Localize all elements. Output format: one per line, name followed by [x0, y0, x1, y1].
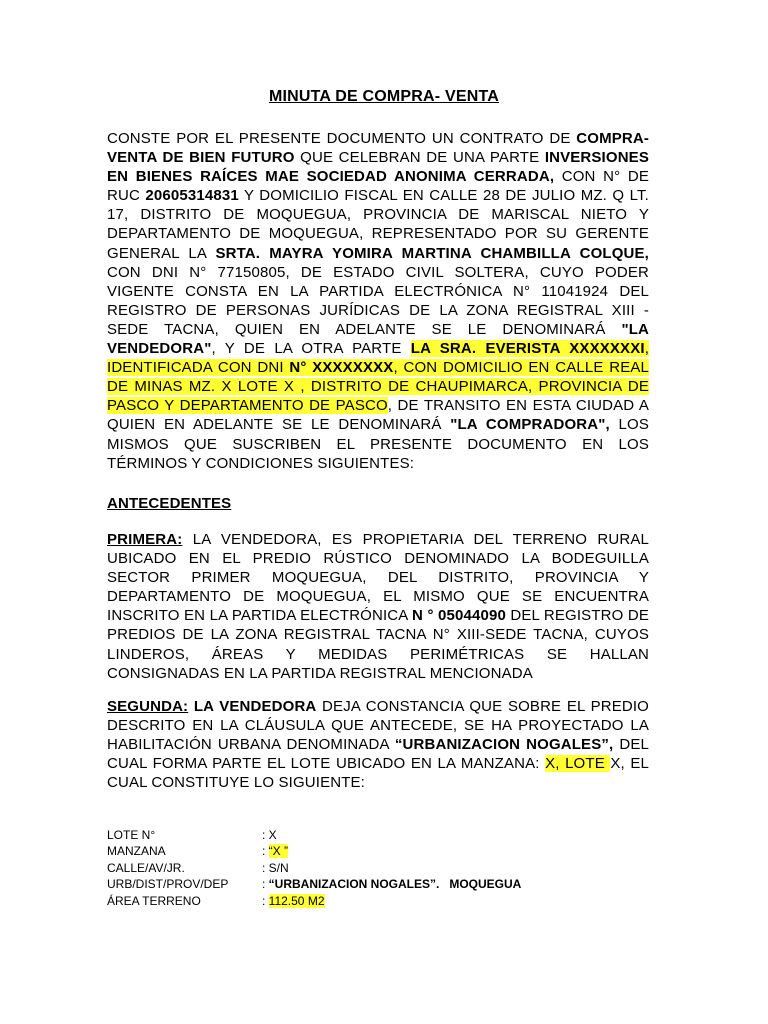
detail-value: : X — [262, 828, 277, 842]
partida-number: N ° 05044090 — [412, 607, 506, 625]
detail-row-lote — [107, 827, 521, 843]
buyer-name: LA SRA. EVERISTA XXXXXXXI — [410, 340, 645, 358]
detail-value: : S/N — [262, 860, 289, 875]
ruc-number: 20605314831 — [145, 187, 239, 205]
buyer-address: , CON DOMICILIO EN CALLE REAL DE MINAS MZ. X LOTE X , DISTRITO DE CHAUPIMARCA, PROVINCIA DE PASCO Y DEPARTAMENTO DE PASCO — [107, 359, 649, 415]
text-segment: X, EL CUAL CONSTITUYE LO SIGUIENTE: — [107, 755, 649, 792]
detail-label: ÁREA TERRENO — [107, 893, 201, 908]
clause-label: SEGUNDA: — [107, 698, 189, 715]
text-segment: LA VENDEDORA, ES PROPIETARIA DEL TERRENO RURAL UBICADO EN EL PREDIO RÚSTICO DENOMINADO LA BODEGUILLA SECTOR PRIMER MOQUEGUA, DEL DISTRITO, PROVINCIA Y DEPARTAMENTO DE MOQUEGUA, EL MISMO QUE SE ENCUENTRA INSCRITO EN LA PARTIDA ELECTRÓNICA — [107, 531, 649, 625]
detail-row-calle — [107, 860, 521, 876]
clause-primera — [107, 530, 649, 683]
manzana-value: “X ” — [268, 844, 289, 859]
urb-value: “URBANIZACION NOGALES”. MOQUEGUA — [268, 877, 522, 892]
page-title: MINUTA DE COMPRA- VENTA — [268, 88, 500, 105]
buyer-alias: "LA COMPRADORA", — [450, 416, 610, 434]
detail-label: CALLE/AV/JR. — [107, 860, 185, 875]
intro-paragraph — [107, 129, 649, 473]
text-segment: DEJA CONSTANCIA QUE SOBRE EL PREDIO DESCRITO EN LA CLÁUSULA QUE ANTECEDE, SE HA PROYECTADO LA HABILITACIÓN URBANA DENOMINADA — [107, 698, 649, 754]
detail-colon: : — [262, 844, 269, 859]
detail-value — [262, 876, 521, 892]
urbanization-name: “URBANIZACION NOGALES”, — [394, 736, 614, 754]
text-segment: CON N° DE RUC — [107, 168, 649, 205]
seller-alias: LA VENDEDORA — [193, 698, 317, 715]
buyer-dni: N° XXXXXXXX — [289, 359, 394, 377]
buyer-id-text: , IDENTIFICADA CON DNI — [107, 340, 650, 377]
clause-label: PRIMERA: — [107, 531, 183, 548]
detail-row-urb — [107, 876, 521, 892]
seller-company: INVERSIONES EN BIENES RAÍCES MAE SOCIEDAD ANONIMA CERRADA, — [107, 149, 649, 186]
detail-label: MANZANA — [107, 844, 166, 859]
text-segment: CONSTE POR EL PRESENTE DOCUMENTO UN CONTRATO DE — [107, 130, 577, 147]
detail-label: URB/DIST/PROV/DEP — [107, 877, 229, 892]
text-segment: DEL CUAL FORMA PARTE EL LOTE UBICADO EN LA MANZANA: — [107, 736, 649, 773]
contract-type: COMPRA-VENTA DE BIEN FUTURO — [107, 130, 649, 167]
antecedentes-heading: ANTECEDENTES — [107, 495, 232, 512]
detail-value — [262, 893, 325, 909]
detail-row-area — [107, 893, 521, 909]
text-segment: , Y DE LA OTRA PARTE — [211, 340, 411, 358]
area-value: 112.50 M2 — [268, 893, 325, 908]
text-segment: QUE CELEBRAN DE UNA PARTE — [294, 149, 545, 167]
clause-segunda — [107, 697, 649, 792]
text-segment: CON DNI N° 77150805, DE ESTADO CIVIL SOLTERA, CUYO PODER VIGENTE CONSTA EN LA PARTIDA ELECTRÓNICA N° 11041924 DEL REGISTRO DE PERSONAS JURÍDICAS DE LA ZONA REGISTRAL XIII - SEDE TACNA, QUIEN EN ADELANTE SE LE DENOMINARÁ — [107, 263, 649, 338]
property-details — [107, 827, 521, 909]
detail-colon: : — [262, 893, 269, 908]
text-segment: DEL REGISTRO DE PREDIOS DE LA ZONA REGISTRAL TACNA N° XIII-SEDE TACNA, CUYOS LINDEROS, ÁREAS Y MEDIDAS PERIMÉTRICAS SE HALLAN CONSIGNADAS EN LA PARTIDA REGISTRAL MENCIONADA — [107, 607, 649, 682]
detail-value — [262, 843, 288, 859]
lot-highlight: X, LOTE — [545, 755, 611, 773]
seller-alias: "LA VENDEDORA" — [107, 320, 649, 358]
detail-colon: : — [262, 877, 269, 892]
representative-name: SRTA. MAYRA YOMIRA MARTINA CHAMBILLA COLQUE, — [215, 244, 650, 262]
text-segment: Y DOMICILIO FISCAL EN CALLE 28 DE JULIO MZ. Q LT. 17, DISTRITO DE MOQUEGUA, PROVINCIA DE MARISCAL NIETO Y DEPARTAMENTO DE MOQUEGUA, REPRESENTADO POR SU GERENTE GENERAL LA — [107, 187, 650, 262]
detail-label: LOTE N° — [107, 828, 156, 842]
detail-row-manzana — [107, 843, 521, 859]
text-segment: LOS MISMOS QUE SUSCRIBEN EL PRESENTE DOCUMENTO EN LOS TÉRMINOS Y CONDICIONES SIGUIENTES: — [107, 416, 649, 472]
text-segment: , DE TRANSITO EN ESTA CIUDAD A QUIEN EN ADELANTE SE LE DENOMINARÁ — [107, 397, 649, 434]
